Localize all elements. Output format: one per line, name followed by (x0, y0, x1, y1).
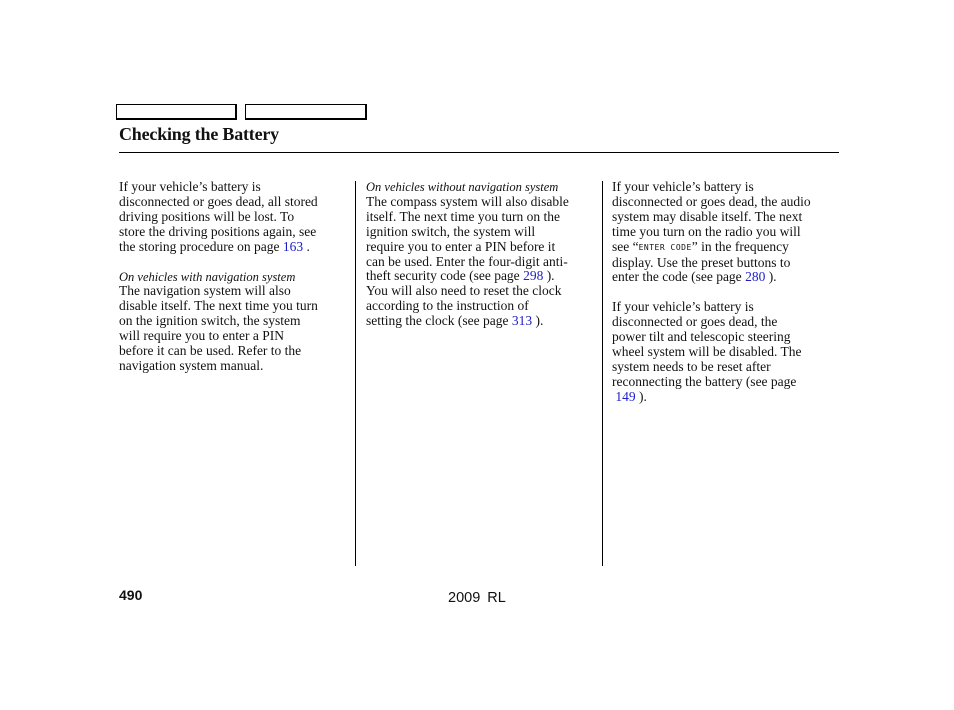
text-line: according to the instruction of (366, 298, 529, 314)
text-line: power tilt and telescopic steering (612, 329, 791, 345)
compass-paragraph (366, 180, 596, 329)
title-rule (119, 152, 839, 153)
text-line: system needs to be reset after (612, 358, 771, 374)
text-line: ignition switch, the system will (366, 223, 536, 239)
text-line: driving positions will be lost. To (119, 208, 295, 224)
column-divider-1 (355, 181, 356, 566)
page-link-149[interactable]: 149 (615, 388, 636, 404)
page-link-298[interactable]: 298 (523, 268, 544, 284)
column-1 (119, 180, 351, 389)
column-2 (366, 180, 596, 344)
text-line: wheel system will be disabled. The (612, 344, 802, 360)
text-line: itself. The next time you turn on the (366, 208, 560, 224)
page-link-280[interactable]: 280 (745, 269, 766, 285)
text-fragment: ). (635, 388, 647, 404)
text-line (612, 390, 842, 405)
text-fragment: see “ (612, 238, 639, 254)
page-link-313[interactable]: 313 (511, 313, 533, 329)
text-line: will require you to enter a PIN (119, 328, 284, 344)
text-fragment: enter the code (see page (612, 269, 746, 285)
text-line: If your vehicle’s battery is (612, 179, 754, 194)
text-line (612, 240, 842, 256)
text-line: on the ignition switch, the system (119, 313, 301, 329)
text-line: before it can be used. Refer to the (119, 343, 302, 359)
text-line (366, 269, 596, 284)
condition-heading: On vehicles with navigation system (119, 269, 296, 284)
text-line: The compass system will also disable (366, 193, 569, 209)
text-line (366, 314, 596, 329)
text-line: can be used. Enter the four-digit anti- (366, 253, 568, 269)
text-line (612, 270, 842, 285)
column-3 (612, 180, 842, 420)
text-fragment: ). (532, 313, 544, 329)
text-line: If your vehicle’s battery is (119, 179, 261, 194)
text-line: If your vehicle’s battery is (612, 299, 754, 315)
text-line: system may disable itself. The next (612, 208, 803, 224)
nav-tab-1[interactable] (116, 104, 237, 120)
text-fragment: ). (543, 268, 555, 284)
steering-paragraph (612, 300, 842, 404)
condition-heading: On vehicles without navigation system (366, 180, 559, 194)
text-line: reconnecting the battery (see page (612, 373, 797, 389)
text-fragment: the storing procedure on page (119, 238, 283, 254)
text-line: You will also need to reset the clock (366, 283, 562, 299)
navigation-paragraph (119, 270, 351, 374)
enter-code-display-text: ENTER CODE (638, 242, 692, 252)
text-line: disconnected or goes dead, all stored (119, 193, 318, 209)
footer-model: 2009 RL (448, 590, 506, 606)
page-title: Checking the Battery (119, 124, 279, 144)
text-fragment: theft security code (see page (366, 268, 524, 284)
page-number: 490 (119, 587, 143, 603)
text-fragment: . (303, 238, 310, 254)
text-line: disconnected or goes dead, the (612, 314, 778, 330)
text-line: display. Use the preset buttons to (612, 254, 791, 270)
text-line: time you turn on the radio you will (612, 223, 801, 239)
text-line: navigation system manual. (119, 357, 264, 373)
text-line: disable itself. The next time you turn (119, 298, 318, 314)
text-line: store the driving positions again, see (119, 223, 317, 239)
memory-positions-paragraph (119, 180, 351, 255)
audio-paragraph (612, 180, 842, 285)
text-line (119, 240, 351, 255)
nav-tab-2[interactable] (245, 104, 367, 120)
text-line: The navigation system will also (119, 283, 291, 299)
text-fragment: ” in the frequency (691, 238, 789, 254)
page-link-163[interactable]: 163 (282, 238, 304, 254)
text-fragment: ). (765, 269, 777, 285)
text-fragment: setting the clock (see page (366, 313, 512, 329)
text-line: disconnected or goes dead, the audio (612, 193, 811, 209)
column-divider-2 (602, 181, 603, 566)
text-line: require you to enter a PIN before it (366, 238, 556, 254)
